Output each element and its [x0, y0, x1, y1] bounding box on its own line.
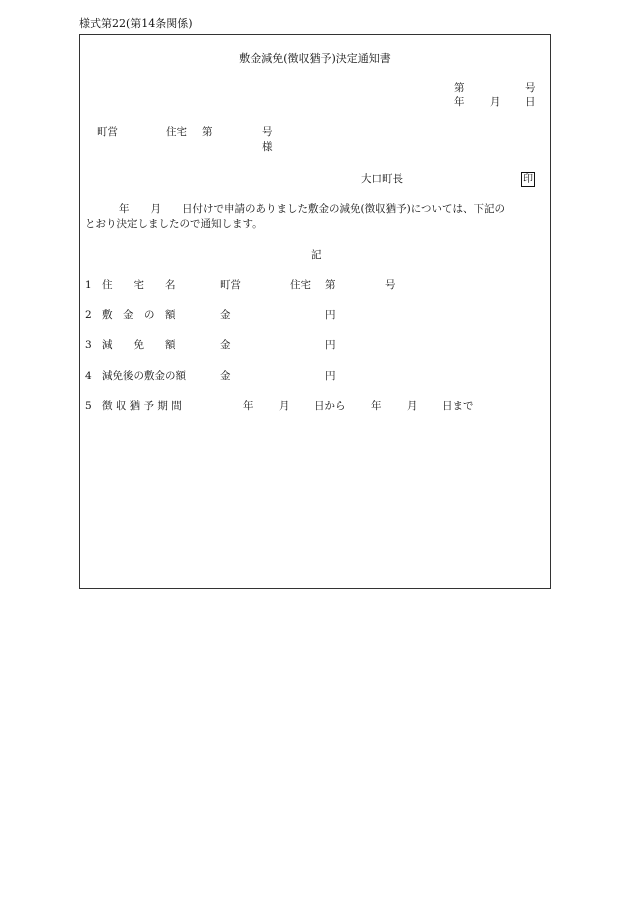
item-1-housing: 住宅	[290, 279, 311, 291]
item-2-number: 2	[85, 309, 92, 321]
seal-mark: 印	[523, 174, 533, 185]
body-line-1: 年 月 日付けで申請のありました敷金の減免(徴収猶予)については、下記の	[119, 203, 505, 215]
item-4-number: 4	[85, 370, 92, 382]
item-5-year-until: 年	[371, 400, 382, 412]
item-5-month-from: 月	[279, 400, 290, 412]
item-2-yen-unit: 円	[325, 309, 336, 321]
doc-date-month: 月	[490, 96, 501, 108]
item-3-yen-prefix: 金	[220, 339, 231, 351]
item-4-yen-prefix: 金	[220, 370, 231, 382]
item-5-month-until: 月	[407, 400, 418, 412]
doc-date-day: 日	[525, 96, 536, 108]
doc-date-year: 年	[454, 96, 465, 108]
item-1-town-housing: 町営	[220, 279, 241, 291]
item-4-yen-unit: 円	[325, 370, 336, 382]
item-4-label: 減免後の敷金の額	[102, 370, 186, 382]
document-title: 敷金減免(徴収猶予)決定通知書	[239, 52, 391, 65]
item-3-yen-unit: 円	[325, 339, 336, 351]
notice-document	[79, 34, 551, 589]
item-1-label: 住 宅 名	[102, 279, 176, 291]
item-1-number-suffix: 号	[385, 279, 396, 291]
item-5-year-from: 年	[243, 400, 254, 412]
item-1-number-prefix: 第	[325, 279, 336, 291]
recipient-town-housing: 町営	[97, 126, 118, 138]
item-5-day-until: 日まで	[442, 400, 474, 412]
issuer-name: 大口町長	[361, 173, 403, 185]
item-2-yen-prefix: 金	[220, 309, 231, 321]
item-1-number: 1	[85, 279, 92, 291]
ki-heading: 記	[311, 249, 322, 261]
item-3-label: 減 免 額	[102, 339, 176, 351]
issuer-seal	[521, 172, 535, 187]
form-number-label: 様式第22(第14条関係)	[79, 17, 193, 30]
doc-number-suffix: 号	[525, 82, 536, 94]
recipient-number-prefix: 第	[202, 126, 213, 138]
item-2-label: 敷 金 の 額	[102, 309, 176, 321]
recipient-honorific: 様	[262, 141, 273, 153]
recipient-housing: 住宅	[166, 126, 187, 138]
body-line-2: とおり決定しましたので通知します。	[85, 218, 263, 230]
recipient-number-suffix: 号	[262, 126, 273, 138]
item-5-label: 徴 収 猶 予 期 間	[102, 400, 182, 412]
item-3-number: 3	[85, 339, 92, 351]
item-5-number: 5	[85, 400, 92, 412]
doc-number-prefix: 第	[454, 82, 465, 94]
item-5-day-from: 日から	[314, 400, 346, 412]
